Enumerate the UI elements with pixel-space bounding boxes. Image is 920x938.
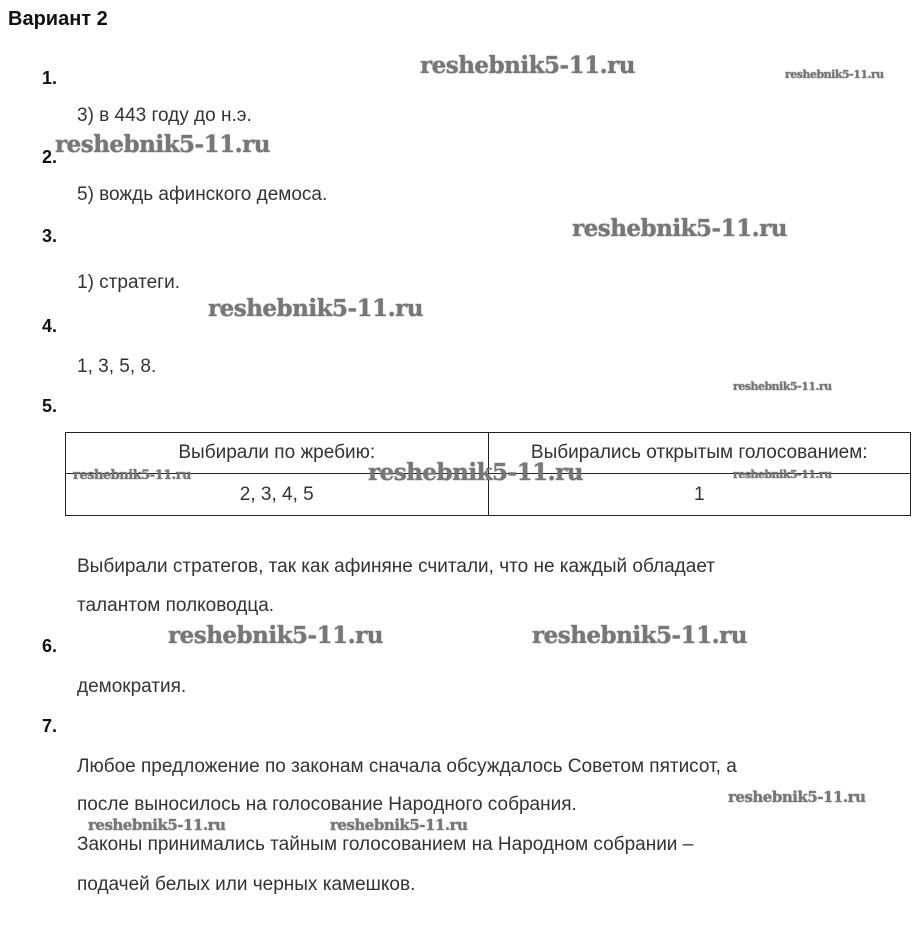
answer-text: 3) в 443 году до н.э.: [77, 105, 252, 126]
question-number: 5.: [42, 396, 58, 416]
question-number: 1.: [42, 68, 58, 88]
question-number: 6.: [42, 636, 58, 656]
answer-text: после выносилось на голосование Народного собрания.: [77, 794, 577, 815]
table-header: Выбирались открытым голосованием:: [488, 433, 911, 474]
watermark: reshebnik5-11.ru: [728, 788, 866, 806]
page-title: Вариант 2: [8, 8, 108, 30]
answer-text: 1) стратеги.: [77, 272, 180, 293]
watermark: reshebnik5-11.ru: [420, 52, 635, 79]
answer-text: подачей белых или черных камешков.: [77, 874, 416, 895]
watermark: reshebnik5-11.ru: [168, 622, 383, 649]
table-cell: 2, 3, 4, 5: [66, 474, 489, 516]
watermark: reshebnik5-11.ru: [330, 816, 468, 834]
table-header: Выбирали по жребию:: [66, 433, 489, 474]
answer-text: Любое предложение по законам сначала обсуждалось Советом пятисот, а: [77, 756, 737, 777]
watermark: reshebnik5-11.ru: [208, 295, 423, 322]
watermark: reshebnik5-11.ru: [733, 380, 832, 393]
watermark: reshebnik5-11.ru: [73, 468, 192, 483]
answer-text: Законы принимались тайным голосованием на Народном собрании –: [77, 834, 694, 855]
watermark: reshebnik5-11.ru: [368, 459, 583, 486]
question-number: 4.: [42, 316, 58, 336]
question-number: 7.: [42, 716, 58, 736]
answer-text: талантом полководца.: [77, 595, 275, 616]
answer-text: 1, 3, 5, 8.: [77, 356, 157, 377]
watermark: reshebnik5-11.ru: [55, 131, 270, 158]
question-number: 3.: [42, 226, 58, 246]
answer-text: 5) вождь афинского демоса.: [77, 184, 328, 205]
answer-text: Выбирали стратегов, так как афиняне считали, что не каждый обладает: [77, 556, 715, 577]
watermark: reshebnik5-11.ru: [733, 468, 832, 481]
answer-text: демократия.: [77, 676, 187, 697]
watermark: reshebnik5-11.ru: [532, 622, 747, 649]
watermark: reshebnik5-11.ru: [785, 68, 884, 81]
watermark: reshebnik5-11.ru: [572, 215, 787, 242]
question-number: 2.: [42, 147, 58, 167]
table-cell: 1: [488, 474, 911, 516]
watermark: reshebnik5-11.ru: [88, 816, 226, 834]
